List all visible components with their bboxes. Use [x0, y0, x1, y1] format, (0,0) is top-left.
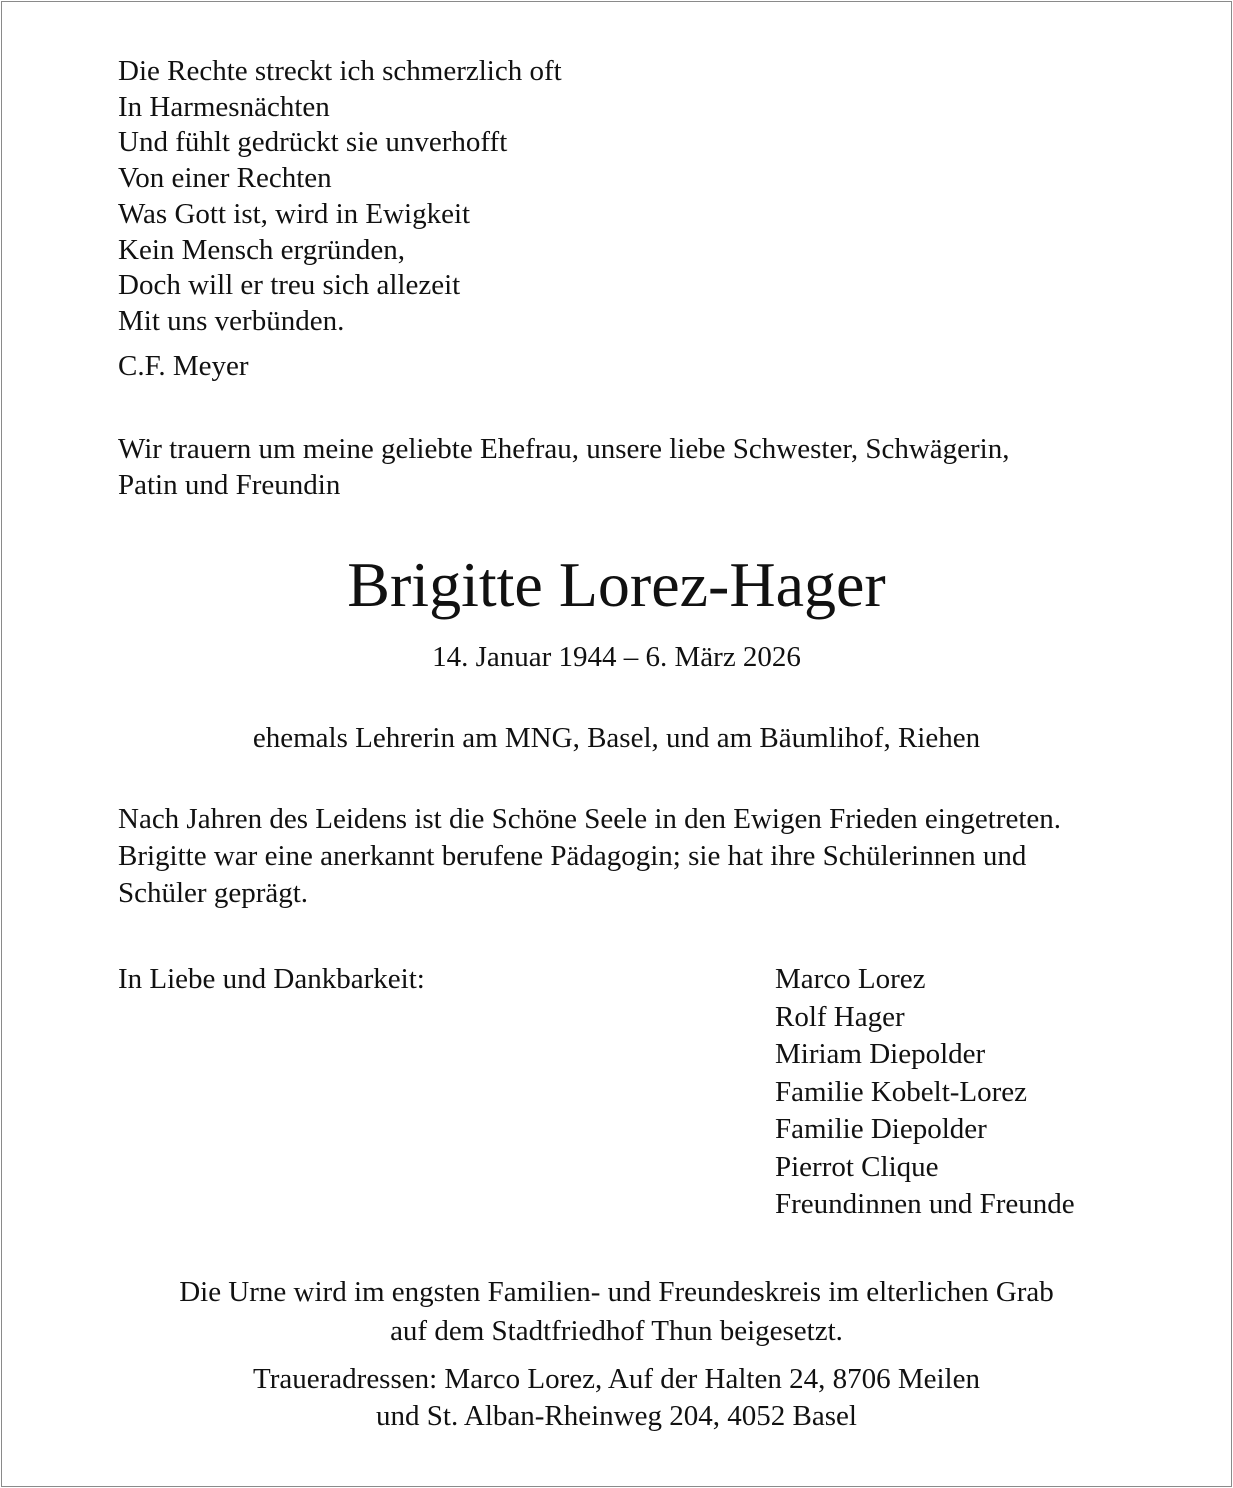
deceased-name: Brigitte Lorez-Hager [347, 549, 886, 620]
mourner: Pierrot Clique [775, 1150, 939, 1183]
mourner: Familie Kobelt-Lorez [775, 1075, 1028, 1108]
mourner: Marco Lorez [775, 963, 926, 995]
mourner: Miriam Diepolder [775, 1038, 986, 1070]
tribute-text [118, 801, 1061, 912]
tribute-line: Schüler geprägt. [118, 877, 309, 909]
poem-line: Von einer Rechten [118, 162, 332, 195]
life-dates: 14. Januar 1944 – 6. März 2026 [432, 641, 801, 673]
poem-line: Doch will er treu sich allezeit [118, 269, 461, 302]
address-line: und St. Alban-Rheinweg 204, 4052 Basel [376, 1400, 857, 1432]
poem-line: Die Rechte streckt ich schmerzlich oft [118, 55, 562, 87]
poem [118, 54, 562, 340]
mourner: Familie Diepolder [775, 1113, 987, 1145]
address-line: Traueradressen: Marco Lorez, Auf der Halten 24, 8706 Meilen [253, 1363, 980, 1395]
poem-line: Kein Mensch ergründen, [118, 233, 405, 266]
poem-line: In Harmesnächten [118, 90, 330, 123]
condolence-addresses [0, 1361, 1233, 1435]
mourners-list [775, 961, 1075, 1224]
occupation: ehemals Lehrerin am MNG, Basel, und am Bäumlihof, Riehen [252, 722, 981, 754]
mourners-label: In Liebe und Dankbarkeit: [118, 963, 425, 995]
burial-line: auf dem Stadtfriedhof Thun beigesetzt. [390, 1315, 843, 1347]
intro-line: Wir trauern um meine geliebte Ehefrau, unsere liebe Schwester, Schwägerin, [118, 433, 1010, 465]
poem-line: Mit uns verbünden. [118, 304, 345, 337]
burial-line: Die Urne wird im engsten Familien- und Freundeskreis im elterlichen Grab [179, 1276, 1054, 1308]
mourner: Rolf Hager [775, 1000, 905, 1033]
tribute-line: Brigitte war eine anerkannt berufene Pädagogin; sie hat ihre Schülerinnen und [118, 840, 1027, 872]
poem-author: C.F. Meyer [118, 350, 249, 382]
poem-line: Und fühlt gedrückt sie unverhofft [118, 126, 508, 159]
intro-text [118, 432, 1009, 503]
mourner: Freundinnen und Freunde [775, 1188, 1075, 1220]
tribute-line: Nach Jahren des Leidens ist die Schöne Seele in den Ewigen Frieden eingetreten. [118, 803, 1061, 835]
intro-line: Patin und Freundin [118, 468, 341, 501]
burial-notice [0, 1273, 1233, 1351]
poem-line: Was Gott ist, wird in Ewigkeit [118, 197, 471, 230]
